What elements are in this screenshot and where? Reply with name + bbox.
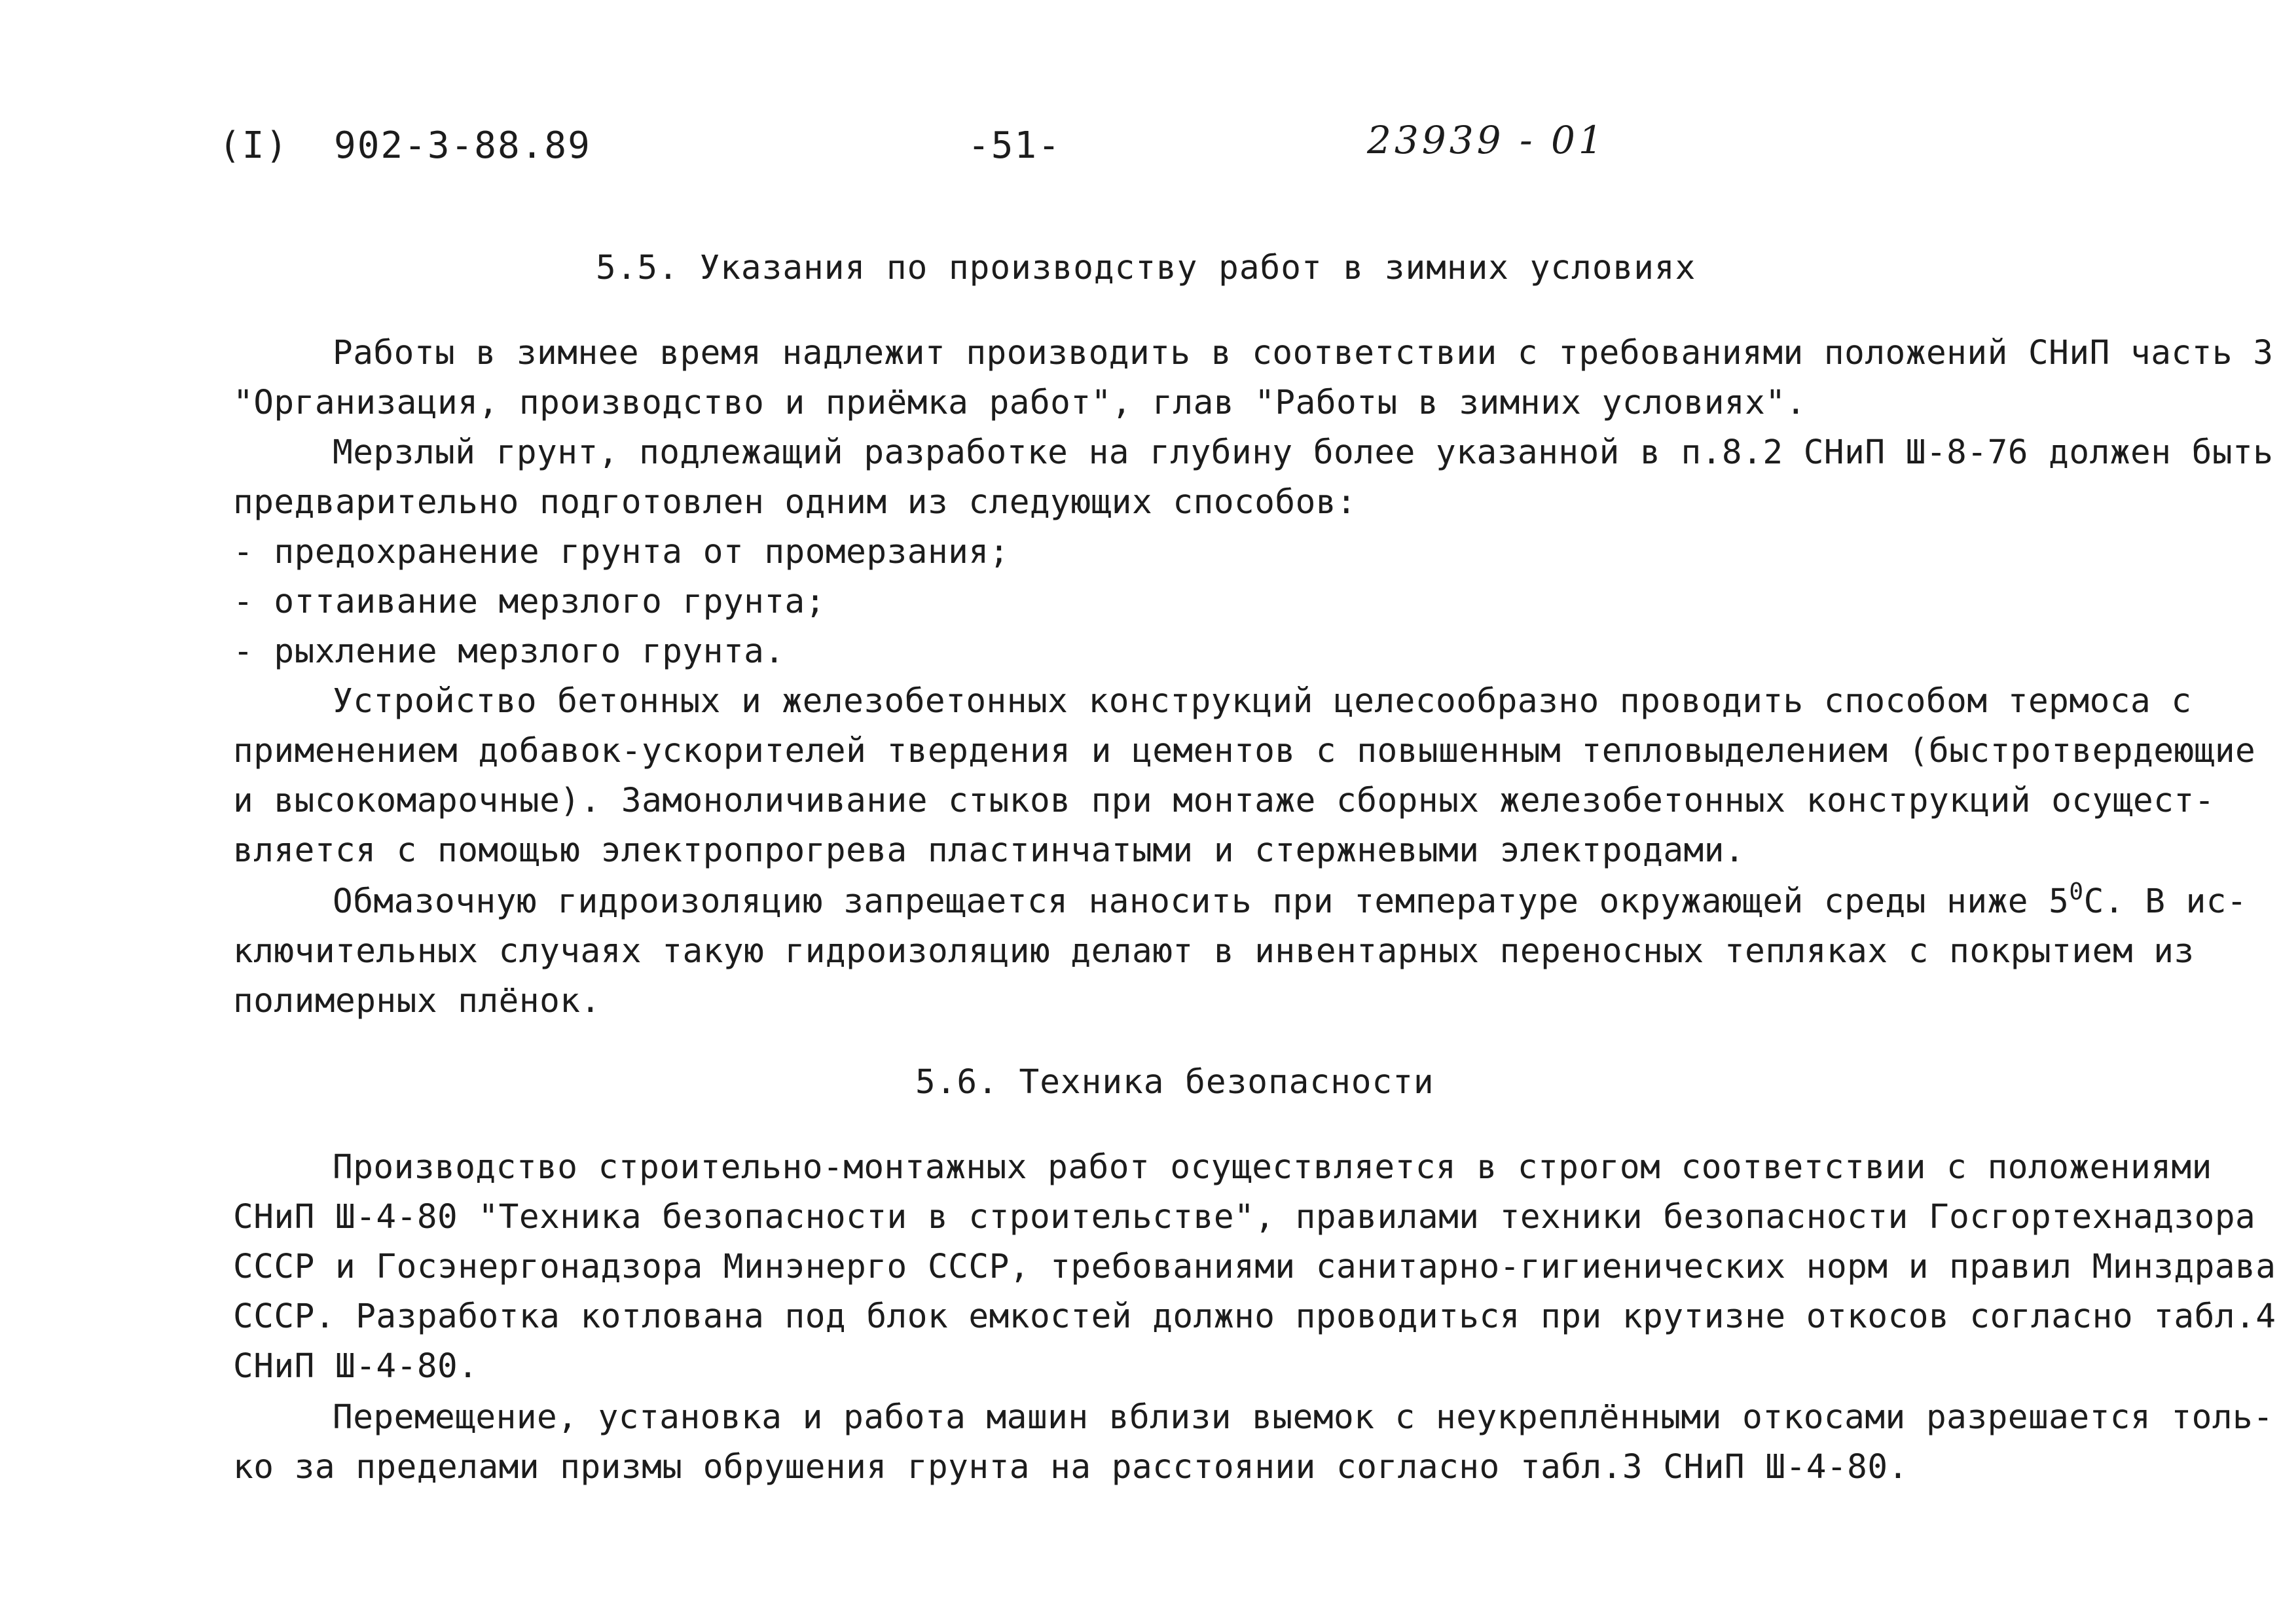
paragraph-line-temperature — [333, 878, 2248, 923]
list-item: - оттаивание мерзлого грунта; — [233, 583, 826, 621]
section-5-6-title: 5.6. Техника безопасности — [915, 1063, 1434, 1102]
temperature-tail: С. В ис- — [2083, 882, 2248, 921]
degree-superscript: 0 — [2069, 878, 2084, 905]
paragraph-line: применением добавок-ускорителей твердения и цементов с повышенным тепловыделением (быстротвердеющие — [233, 732, 2256, 770]
paragraph-line: Устройство бетонных и железобетонных конструкций целесообразно проводить способом термоса с — [333, 682, 2192, 721]
paragraph-line-text: Обмазочную гидроизоляцию запрещается наносить при температуре окружающей среды ниже 5 — [333, 882, 2070, 921]
header-page-number: -51- — [968, 124, 1061, 167]
paragraph-line: предварительно подготовлен одним из следующих способов: — [233, 483, 1357, 522]
paragraph-line: и высокомарочные). Замоноличивание стыков при монтаже сборных железобетонных конструкций осущест- — [233, 782, 2215, 820]
paragraph-line: полимерных плёнок. — [233, 982, 601, 1020]
paragraph-line: Перемещение, установка и работа машин вблизи выемок с неукреплёнными откосами разрешается толь- — [333, 1398, 2274, 1437]
paragraph-line: СНиП Ш-4-80 "Техника безопасности в строительстве", правилами техники безопасности Госгортехнадзора — [233, 1198, 2256, 1236]
paragraph-line: Работы в зимнее время надлежит производить в соответствии с требованиями положений СНиП часть 3 — [333, 334, 2274, 372]
paragraph-line: "Организация, производство и приёмка работ", глав "Работы в зимних условиях". — [233, 384, 1806, 422]
paragraph-line: вляется с помощью электропрогрева пластинчатыми и стержневыми электродами. — [233, 831, 1745, 870]
paragraph-line: ко за пределами призмы обрушения грунта на расстоянии согласно табл.3 СНиП Ш-4-80. — [233, 1448, 1908, 1487]
header-mark: (I) — [219, 124, 289, 167]
paragraph-line: Мерзлый грунт, подлежащий разработке на глубину более указанной в п.8.2 СНиП Ш-8-76 должен быть — [333, 433, 2274, 472]
paragraph-line: СНиП Ш-4-80. — [233, 1347, 479, 1386]
list-item: - рыхление мерзлого грунта. — [233, 632, 785, 671]
paragraph-line: СССР и Госэнергонадзора Минэнерго СССР, требованиями санитарно-гигиенических норм и правил Минздрава — [233, 1248, 2276, 1286]
section-5-5-title: 5.5. Указания по производству работ в зимних условиях — [596, 249, 1696, 287]
header-project-code: 902-3-88.89 — [334, 124, 591, 167]
paragraph-line: Производство строительно-монтажных работ осуществляется в строгом соответствии с положениями — [333, 1148, 2212, 1187]
paragraph-line: ключительных случаях такую гидроизоляцию делают в инвентарных переносных тепляках с покрытием из — [233, 932, 2195, 971]
paragraph-line: СССР. Разработка котлована под блок емкостей должно проводиться при крутизне откосов согласно табл.4 — [233, 1297, 2276, 1336]
list-item: - предохранение грунта от промерзания; — [233, 533, 1010, 571]
header-handwritten-number: 23939 - 01 — [1367, 118, 1606, 162]
